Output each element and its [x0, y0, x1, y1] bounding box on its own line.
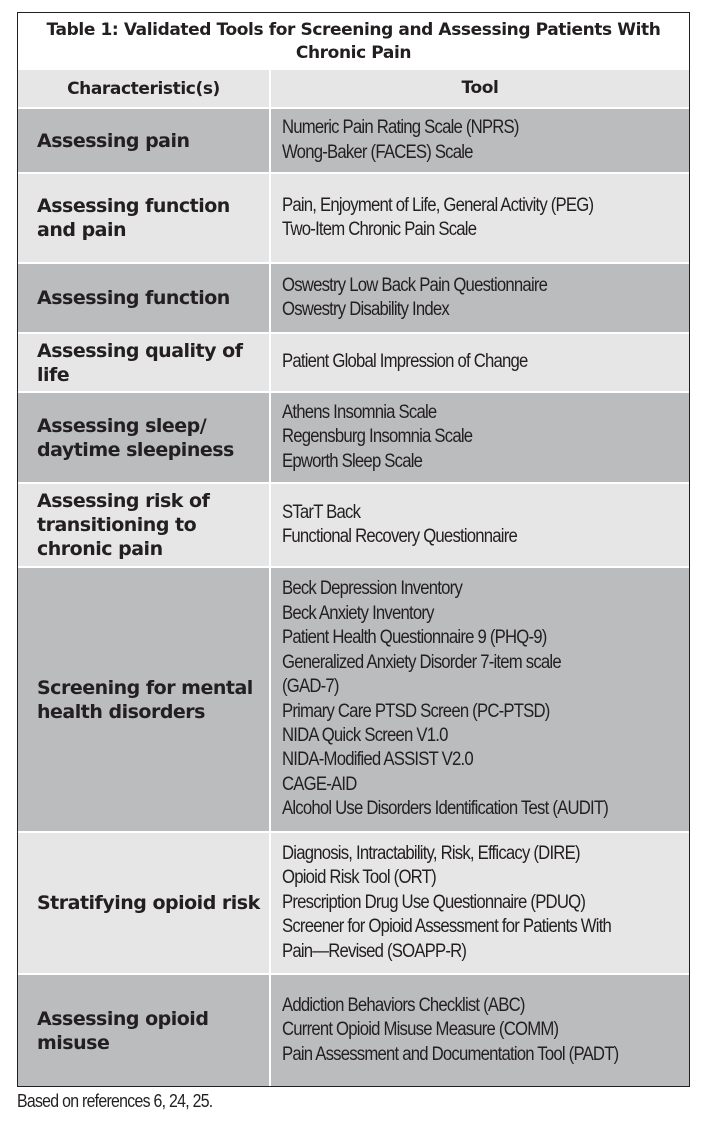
- characteristic-cell: Screening for mental health disorders: [18, 568, 271, 831]
- tool-cell: [271, 264, 689, 332]
- table-title: Table 1: Validated Tools for Screening and Assessing Patients With Chronic Pain: [46, 19, 661, 63]
- tool-item: Epworth Sleep Scale: [282, 450, 423, 472]
- tool-item: Two-Item Chronic Pain Scale: [282, 219, 477, 240]
- tool-item: Diagnosis, Intractability, Risk, Efficacy (DIRE): [282, 842, 580, 864]
- table-row: [18, 831, 689, 973]
- tool-item: Opioid Risk Tool (ORT): [282, 867, 436, 889]
- column-header-tool: Tool: [461, 78, 499, 99]
- tool-item: Oswestry Disability Index: [282, 299, 449, 320]
- table-row: [18, 482, 689, 566]
- tool-item: Alcohol Use Disorders Identification Test (AUDIT): [282, 798, 609, 820]
- tool-item: Patient Health Questionnaire 9 (PHQ-9): [282, 627, 547, 649]
- tool-item: Patient Global Impression of Change: [282, 351, 528, 373]
- characteristic-cell: Assessing sleep/ daytime sleepiness: [18, 393, 271, 482]
- tool-item: Oswestry Low Back Pain Questionnaire: [282, 274, 548, 296]
- tool-item: STarT Back: [282, 501, 361, 523]
- tool-cell: [271, 975, 689, 1086]
- tool-item: Pain, Enjoyment of Life, General Activity (PEG): [282, 194, 594, 216]
- table-row: [18, 262, 689, 332]
- tool-item: NIDA Quick Screen V1.0: [282, 724, 448, 746]
- column-header-characteristic: Characteristic(s): [18, 70, 271, 107]
- table-row: [18, 391, 689, 482]
- table-row: [18, 566, 689, 831]
- tool-cell: [271, 334, 689, 391]
- tool-item: Prescription Drug Use Questionnaire (PDUQ): [282, 891, 586, 913]
- tool-cell: [271, 174, 689, 262]
- tool-item: Primary Care PTSD Screen (PC-PTSD): [282, 700, 550, 722]
- tool-item: Generalized Anxiety Disorder 7-item scale: [282, 651, 561, 673]
- tool-item: Regensburg Insomnia Scale: [282, 426, 473, 448]
- characteristic-cell: Stratifying opioid risk: [18, 833, 271, 973]
- table-header-row: [18, 70, 689, 107]
- characteristic-cell: Assessing function and pain: [18, 174, 271, 262]
- tool-item: Numeric Pain Rating Scale (NPRS): [282, 117, 519, 139]
- tool-cell: [271, 833, 689, 973]
- tool-item: Pain Assessment and Documentation Tool (PADT): [282, 1043, 619, 1065]
- tool-item: CAGE-AID: [282, 773, 357, 795]
- characteristic-cell: Assessing risk of transitioning to chronic pain: [18, 484, 271, 566]
- tool-item: (GAD-7): [282, 676, 339, 698]
- tool-cell: [271, 109, 689, 172]
- tool-item: Beck Depression Inventory: [282, 578, 463, 600]
- tool-item: Pain—Revised (SOAPP-R): [282, 940, 467, 962]
- characteristic-cell: Assessing function: [18, 264, 271, 332]
- tool-item: Addiction Behaviors Checklist (ABC): [282, 994, 525, 1016]
- table-row: [18, 332, 689, 391]
- tool-item: Beck Anxiety Inventory: [282, 602, 434, 624]
- tool-item: Current Opioid Misuse Measure (COMM): [282, 1019, 559, 1041]
- table-body: [18, 107, 689, 1086]
- characteristic-cell: Assessing opioid misuse: [18, 975, 271, 1086]
- table-row: [18, 107, 689, 172]
- table-row: [18, 973, 689, 1086]
- tool-item: Screener for Opioid Assessment for Patients With: [282, 916, 612, 938]
- tool-cell: [271, 568, 689, 831]
- tool-item: NIDA-Modified ASSIST V2.0: [282, 749, 473, 771]
- footnote: Based on references 6, 24, 25.: [17, 1091, 213, 1111]
- tool-item: Wong-Baker (FACES) Scale: [282, 141, 473, 163]
- tool-item: Functional Recovery Questionnaire: [282, 526, 518, 547]
- characteristic-cell: Assessing quality of life: [18, 334, 271, 391]
- tool-cell: [271, 484, 689, 566]
- tool-item: Athens Insomnia Scale: [282, 401, 437, 423]
- tool-cell: [271, 393, 689, 482]
- tools-table: [17, 12, 690, 1087]
- characteristic-cell: Assessing pain: [18, 109, 271, 172]
- table-row: [18, 172, 689, 262]
